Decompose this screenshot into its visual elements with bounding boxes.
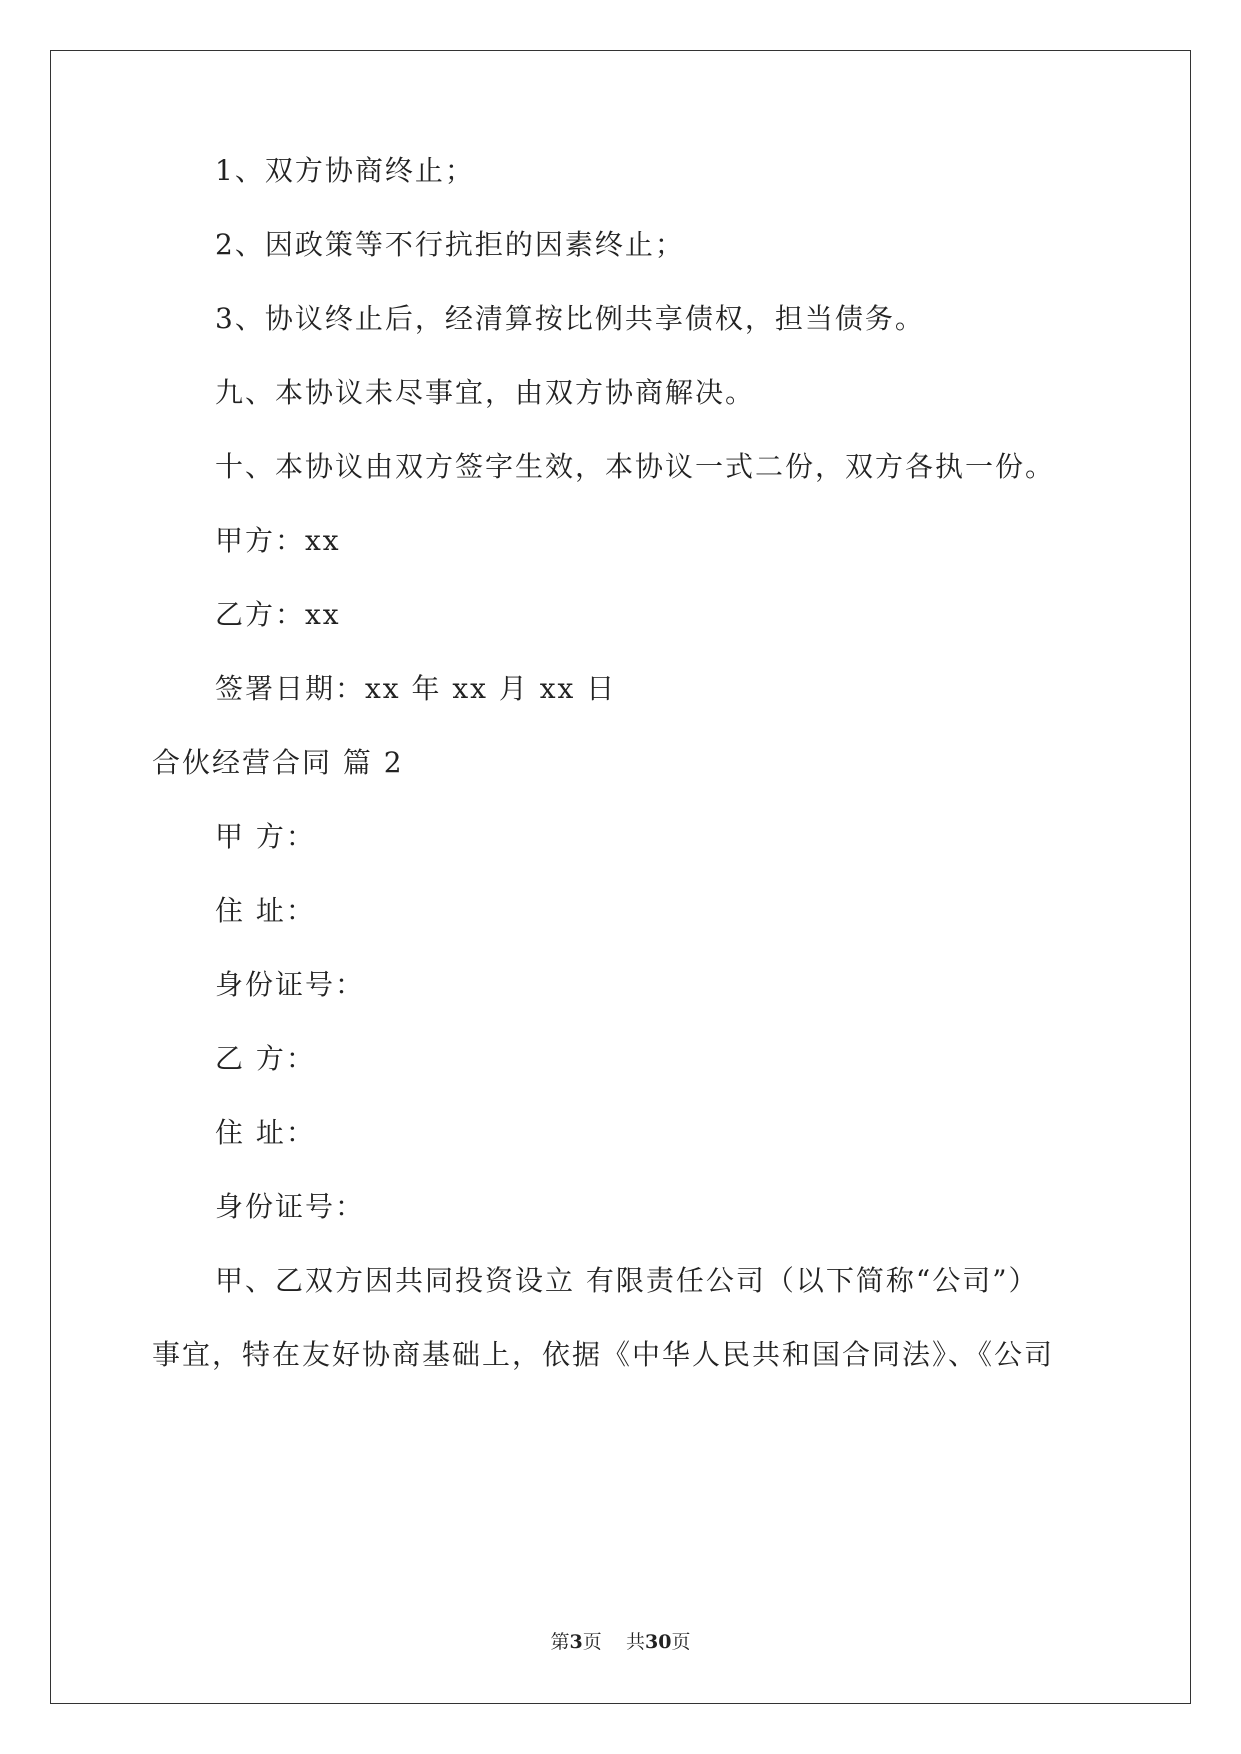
footer-page-number: 3 [569,1631,583,1653]
party-a-label: 甲 方： [215,820,316,853]
section-heading: 合伙经营合同 篇 2 [152,746,404,779]
party-b-label: 乙 方： [215,1042,316,1075]
party-a-address: 住 址： [215,894,316,927]
preamble-line-1: 甲、乙双方因共同投资设立 有限责任公司（以下简称“公司”） [215,1264,1039,1297]
page-border [50,50,1191,1704]
clause-1: 1、双方协商终止； [215,154,475,187]
party-a-signature: 甲方：xx [215,524,341,557]
party-b-address: 住 址： [215,1116,316,1149]
clause-3: 3、协议终止后，经清算按比例共享债权，担当债务。 [215,302,925,335]
article-10: 十、本协议由双方签字生效，本协议一式二份，双方各执一份。 [215,450,1056,483]
preamble-line-2: 事宜，特在友好协商基础上，依据《中华人民共和国合同法》、《公司 [152,1338,1055,1371]
article-9: 九、本协议未尽事宜，由双方协商解决。 [215,376,756,409]
clause-2: 2、因政策等不行抗拒的因素终止； [215,228,685,261]
party-b-id: 身份证号： [215,1190,366,1223]
footer-page-prefix: 第 [550,1631,570,1653]
page-footer [0,1630,1241,1654]
footer-page-suffix: 页 [582,1631,602,1653]
party-b-signature: 乙方：xx [215,598,341,631]
footer-total-suffix: 页 [671,1631,691,1653]
footer-total-prefix: 共 [625,1631,645,1653]
signing-date: 签署日期：xx 年 xx 月 xx 日 [215,672,617,705]
footer-total-pages: 30 [644,1631,672,1653]
party-a-id: 身份证号： [215,968,366,1001]
